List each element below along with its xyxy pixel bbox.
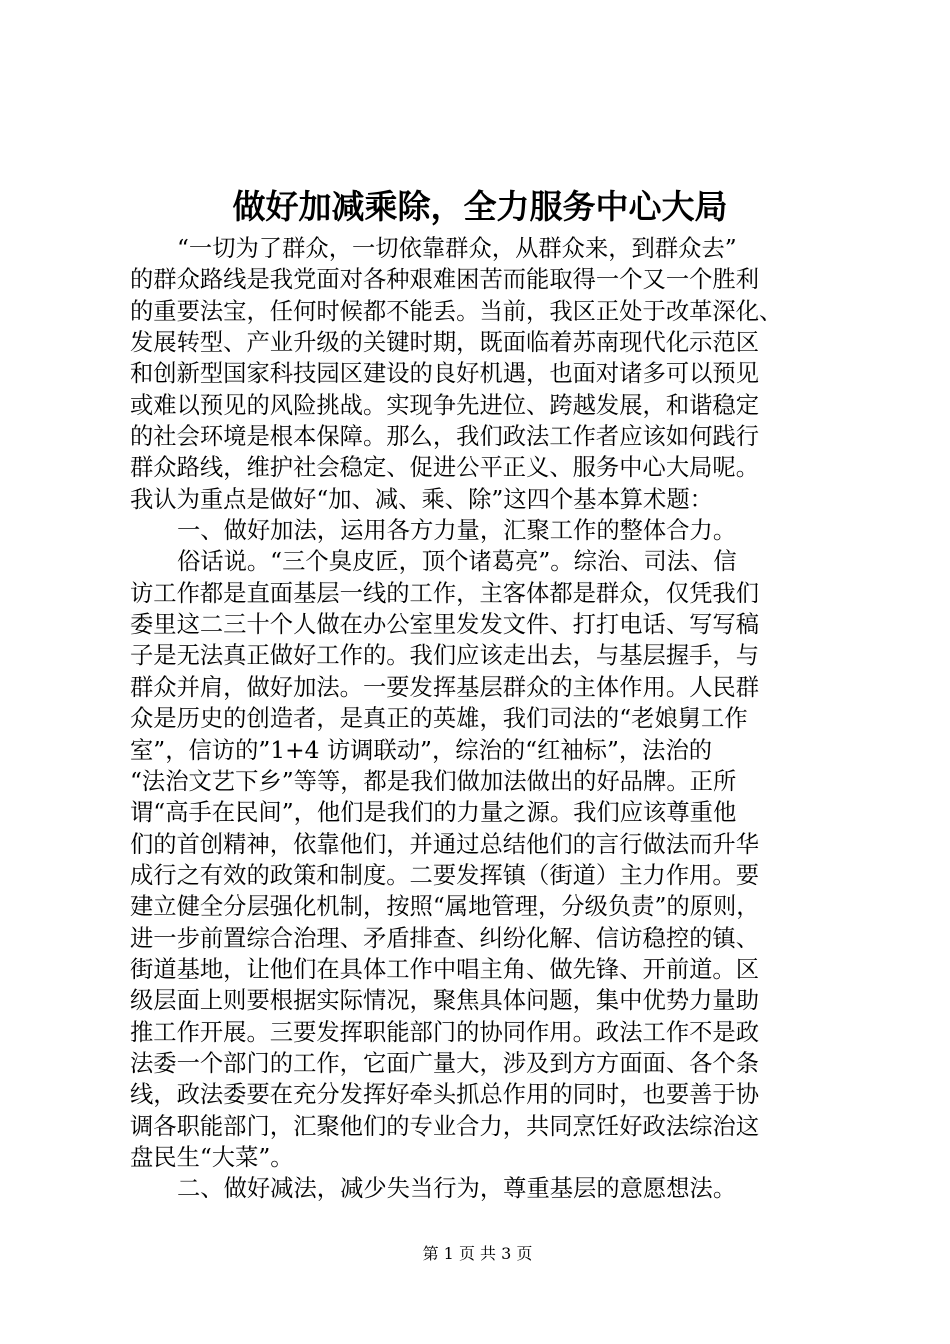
body-line: 们的首创精神，依靠他们，并通过总结他们的言行做法而升华 xyxy=(130,830,760,858)
body-line: 盘民生“大菜”。 xyxy=(130,1143,294,1171)
body-line: 或难以预见的风险挑战。实现争先进位、跨越发展，和谐稳定 xyxy=(130,391,760,419)
body-line: 的群众路线是我党面对各种艰难困苦而能取得一个又一个胜利 xyxy=(130,266,760,294)
body-line: 群众路线，维护社会稳定、促进公平正义、服务中心大局呢。 xyxy=(130,454,760,482)
body-line: 推工作开展。三要发挥职能部门的协同作用。政法工作不是政 xyxy=(130,1018,760,1046)
section-heading: 一、做好加法，运用各方力量，汇聚工作的整体合力。 xyxy=(177,517,737,545)
section-heading: 二、做好减法，减少失当行为，尊重基层的意愿想法。 xyxy=(177,1175,737,1203)
body-line: 俗话说。“三个臭皮匠，顶个诸葛亮”。综治、司法、信 xyxy=(177,548,737,576)
body-line: 建立健全分层强化机制，按照“属地管理，分级负责”的原则， xyxy=(130,893,760,921)
body-line: 众是历史的创造者，是真正的英雄，我们司法的“老娘舅工作 xyxy=(130,705,748,733)
body-line: 群众并肩，做好加法。一要发挥基层群众的主体作用。人民群 xyxy=(130,673,760,701)
body-line: 和创新型国家科技园区建设的良好机遇，也面对诸多可以预见 xyxy=(130,360,760,388)
body-line: 的重要法宝，任何时候都不能丢。当前，我区正处于改革深化、 xyxy=(130,297,783,325)
body-line: 委里这二三十个人做在办公室里发发文件、打打电话、写写稿 xyxy=(130,611,760,639)
body-line: 室”，信访的”1+4 访调联动”，综治的“红袖标”，法治的 xyxy=(130,736,713,764)
body-line: “法治文艺下乡”等等，都是我们做加法做出的好品牌。正所 xyxy=(130,767,737,795)
body-line: 成行之有效的政策和制度。二要发挥镇（街道）主力作用。要 xyxy=(130,861,760,889)
body-line: 谓“高手在民间”，他们是我们的力量之源。我们应该尊重他 xyxy=(130,799,737,827)
document-body xyxy=(130,233,850,1205)
document-title: 做好加减乘除，全力服务中心大局 xyxy=(232,187,728,226)
body-line: 调各职能部门，汇聚他们的专业合力，共同烹饪好政法综治这 xyxy=(130,1112,760,1140)
page-footer: 第 1 页 共 3 页 xyxy=(422,1244,533,1263)
body-line: 的社会环境是根本保障。那么，我们政法工作者应该如何践行 xyxy=(130,423,760,451)
body-line: 级层面上则要根据实际情况，聚焦具体问题，集中优势力量助 xyxy=(130,987,760,1015)
body-line: 进一步前置综合治理、矛盾排查、纠纷化解、信访稳控的镇、 xyxy=(130,924,760,952)
body-line: 法委一个部门的工作，它面广量大，涉及到方方面面、各个条 xyxy=(130,1049,760,1077)
body-line: “一切为了群众，一切依靠群众，从群众来，到群众去” xyxy=(177,235,737,262)
body-line: 发展转型、产业升级的关键时期，既面临着苏南现代化示范区 xyxy=(130,329,760,357)
body-line: 访工作都是直面基层一线的工作，主客体都是群众，仅凭我们 xyxy=(130,579,760,607)
body-line: 我认为重点是做好“加、减、乘、除”这四个基本算术题： xyxy=(130,485,713,513)
body-line: 线，政法委要在充分发挥好牵头抓总作用的同时，也要善于协 xyxy=(130,1081,760,1109)
body-line: 子是无法真正做好工作的。我们应该走出去，与基层握手，与 xyxy=(130,642,760,670)
body-line: 街道基地，让他们在具体工作中唱主角、做先锋、开前道。区 xyxy=(130,955,760,983)
